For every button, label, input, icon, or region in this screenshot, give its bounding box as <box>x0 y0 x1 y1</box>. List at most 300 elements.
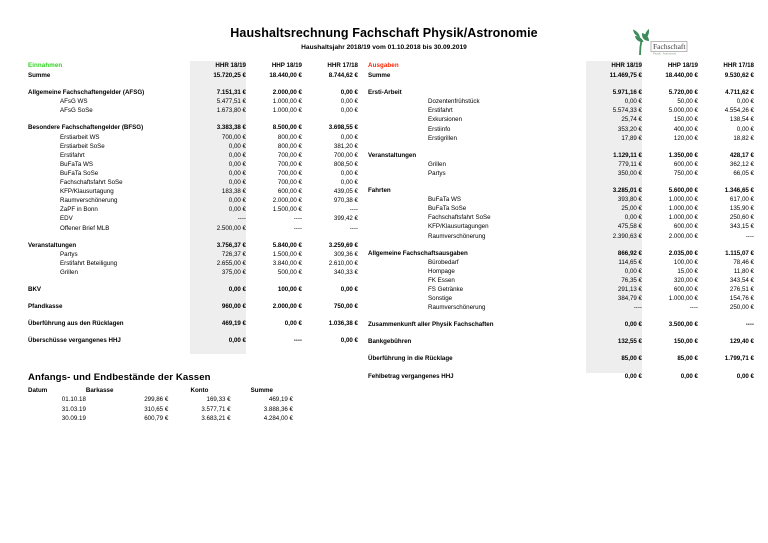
group-value-1: 2.000,00 € <box>272 89 302 97</box>
item-value-2: 362,12 € <box>729 160 754 168</box>
item-label: Grillen <box>428 160 446 168</box>
group-value-2: 1.115,07 € <box>725 249 754 257</box>
item-value-0: 375,00 € <box>221 268 246 276</box>
item-value-2: 250,60 € <box>729 214 754 222</box>
table-row <box>28 319 358 328</box>
group-value-0: 5.971,16 € <box>612 89 642 97</box>
table-row <box>368 134 754 143</box>
item-label: Erstiinfo <box>428 125 451 133</box>
item-label: Exkursionen <box>428 116 463 124</box>
group-value-1: 5.720,00 € <box>668 89 698 97</box>
group-value-0: 7.151,31 € <box>216 89 246 97</box>
sprout-leaf-icon <box>624 26 690 62</box>
item-value-2: 0,00 € <box>340 98 358 106</box>
svg-text:Physik · Astronomie: Physik · Astronomie <box>653 52 676 56</box>
group-label: Besondere Fachschaftengelder (BFSG) <box>28 124 144 132</box>
table-row <box>368 169 754 178</box>
item-value-0: 76,35 € <box>621 276 642 284</box>
item-label: BuFaTa SoSe <box>60 169 99 177</box>
item-label: KFP/Klausurtagung <box>60 188 114 196</box>
item-label: Bürobedarf <box>428 258 459 266</box>
item-value-0: 0,00 € <box>228 206 246 214</box>
item-value-1: 1.000,00 € <box>272 98 302 106</box>
table-row <box>28 142 358 151</box>
table-row <box>28 241 358 250</box>
item-value-0: 700,00 € <box>221 133 246 141</box>
spacer-row <box>368 241 754 249</box>
spacer-row <box>28 328 358 336</box>
item-value-1: 600,00 € <box>673 160 698 168</box>
kassen-konto: 3.577,71 € <box>201 405 231 413</box>
group-value-1: 2.000,00 € <box>272 303 302 311</box>
spacer-row <box>368 178 754 186</box>
item-value-1: 100,00 € <box>673 258 698 266</box>
item-label: Grillen <box>60 268 78 276</box>
item-value-0: 0,00 € <box>624 98 642 106</box>
spacer-row <box>28 277 358 285</box>
table-row <box>28 414 293 423</box>
item-value-2: 309,36 € <box>333 250 358 258</box>
group-value-0: 85,00 € <box>621 355 642 363</box>
ausgaben-title-summe-value-2: 9.530,62 € <box>724 72 754 80</box>
item-value-2: 808,50 € <box>333 160 358 168</box>
table-row <box>368 222 754 231</box>
item-value-1: 120,00 € <box>673 134 698 142</box>
group-label: Fehlbetrag vergangenes HHJ <box>368 372 454 380</box>
item-value-1: 2.000,00 € <box>668 232 698 240</box>
table-row <box>368 232 754 241</box>
table-row <box>28 133 358 142</box>
group-label: Überführung aus den Rücklagen <box>28 320 124 328</box>
table-row <box>28 336 358 345</box>
item-value-2: 18,82 € <box>733 134 754 142</box>
table-row <box>368 249 754 258</box>
group-value-0: 0,00 € <box>624 321 642 329</box>
item-value-2: 439,05 € <box>333 188 358 196</box>
page-subtitle: Haushaltsjahr 2018/19 vom 01.10.2018 bis 30.09.2019 <box>301 44 467 51</box>
item-value-0: 393,80 € <box>617 196 642 204</box>
table-row <box>28 97 358 106</box>
item-value-0: 353,20 € <box>617 125 642 133</box>
table-row <box>28 214 358 223</box>
item-value-2: 0,00 € <box>736 125 754 133</box>
group-value-2: 428,17 € <box>729 151 754 159</box>
ausgaben-table <box>368 61 754 381</box>
item-value-1: 500,00 € <box>277 268 302 276</box>
item-value-2: 4.554,26 € <box>724 107 754 115</box>
group-value-2: 4.711,62 € <box>725 89 754 97</box>
item-value-2: 343,54 € <box>729 276 754 284</box>
item-value-0: 5.477,51 € <box>216 98 246 106</box>
item-label: BuFaTa WS <box>60 160 94 168</box>
table-row <box>28 123 358 132</box>
item-label: Erstiarbeit WS <box>60 133 100 141</box>
ausgaben-block <box>368 61 754 381</box>
item-value-2: 78,46 € <box>733 258 754 266</box>
kassen-column-header-2: Konto <box>190 387 209 394</box>
kassen-title: Anfangs- und Endbestände der Kassen <box>28 372 211 383</box>
item-label: FS Getränke <box>428 285 464 293</box>
group-value-0: 866,92 € <box>617 249 642 257</box>
document-header <box>0 0 768 56</box>
item-value-2: 154,76 € <box>729 295 754 303</box>
group-value-2: 1.036,38 € <box>328 320 358 328</box>
item-value-1: 400,00 € <box>673 125 698 133</box>
item-value-2: 343,15 € <box>729 223 754 231</box>
table-row <box>368 204 754 213</box>
group-value-0: 0,00 € <box>624 372 642 380</box>
group-value-1: 0,00 € <box>284 320 302 328</box>
kassen-barkasse: 310,65 € <box>144 405 169 413</box>
table-row <box>28 169 358 178</box>
group-label: Veranstaltungen <box>368 151 417 159</box>
item-value-1: 600,00 € <box>673 223 698 231</box>
item-value-2: ---- <box>349 224 358 232</box>
item-value-1: 800,00 € <box>277 142 302 150</box>
item-label: Offener Brief MLB <box>60 224 110 232</box>
item-label: ZaPF in Bonn <box>60 206 98 214</box>
kassen-datum: 01.10.18 <box>61 396 86 404</box>
item-label: EDV <box>60 215 73 223</box>
table-row <box>28 250 358 259</box>
item-label: Dozentenfrühstück <box>428 98 480 106</box>
table-row <box>368 267 754 276</box>
item-label: Raumverschönerung <box>428 232 486 240</box>
table-row <box>368 303 754 312</box>
table-row <box>368 213 754 222</box>
kassen-barkasse: 600,79 € <box>144 414 169 422</box>
item-value-2: 0,00 € <box>736 98 754 106</box>
item-value-2: 381,20 € <box>333 142 358 150</box>
table-row <box>368 320 754 329</box>
table-row <box>368 258 754 267</box>
group-value-2: 129,40 € <box>729 338 754 346</box>
group-value-2: 0,00 € <box>340 89 358 97</box>
item-label: Erstigrillen <box>428 134 457 142</box>
item-label: Raumverschönerung <box>428 304 486 312</box>
group-value-1: 100,00 € <box>277 285 302 293</box>
group-value-1: 3.500,00 € <box>668 321 698 329</box>
table-row <box>368 88 754 97</box>
item-value-0: 475,58 € <box>617 223 642 231</box>
item-value-2: 11,80 € <box>733 267 754 275</box>
item-value-0: ---- <box>633 304 642 312</box>
group-value-2: 0,00 € <box>340 285 358 293</box>
spacer-row <box>28 233 358 241</box>
kassen-column-header-3: Summe <box>250 387 273 394</box>
item-value-1: 2.000,00 € <box>272 197 302 205</box>
item-value-0: 17,89 € <box>621 134 642 142</box>
table-row <box>368 97 754 106</box>
ausgaben-title-column-header-2: HHR 17/18 <box>723 62 754 69</box>
item-value-1: 700,00 € <box>277 179 302 187</box>
item-value-1: 5.000,00 € <box>668 107 698 115</box>
item-value-2: 340,33 € <box>333 268 358 276</box>
item-value-1: ---- <box>689 304 698 312</box>
table-row <box>28 259 358 268</box>
einnahmen-title-summe-row <box>28 71 358 80</box>
kassen-barkasse: 299,86 € <box>144 396 169 404</box>
group-label: Pfandkasse <box>28 303 63 311</box>
einnahmen-title-summe-value-1: 18.440,00 € <box>269 72 302 80</box>
item-value-2: 66,05 € <box>733 169 754 177</box>
item-value-2: 700,00 € <box>333 151 358 159</box>
einnahmen-title-summe-value-0: 15.720,25 € <box>213 72 246 80</box>
item-value-2: 0,00 € <box>340 169 358 177</box>
item-value-0: 0,00 € <box>228 151 246 159</box>
item-value-1: 600,00 € <box>673 285 698 293</box>
balance-sheet <box>0 61 768 381</box>
item-value-2: 0,00 € <box>340 179 358 187</box>
einnahmen-block <box>28 61 358 381</box>
kassen-header-row <box>28 386 293 395</box>
kassen-summe: 469,19 € <box>268 396 293 404</box>
table-row <box>368 337 754 346</box>
item-value-0: 384,79 € <box>617 295 642 303</box>
item-value-0: 0,00 € <box>624 267 642 275</box>
table-row <box>368 276 754 285</box>
item-value-0: 25,00 € <box>621 205 642 213</box>
group-value-2: 3.698,55 € <box>328 124 358 132</box>
group-value-2: 3.259,69 € <box>328 241 358 249</box>
table-row <box>368 115 754 124</box>
item-value-1: 15,00 € <box>677 267 698 275</box>
item-label: Fachschaftsfahrt SoSe <box>428 214 491 222</box>
spacer-row <box>28 294 358 302</box>
table-row <box>28 405 293 414</box>
group-value-0: 960,00 € <box>221 303 246 311</box>
spacer-row <box>368 143 754 151</box>
item-value-0: 0,00 € <box>228 142 246 150</box>
spacer-row <box>28 115 358 123</box>
spacer-row <box>368 312 754 320</box>
item-value-1: 800,00 € <box>277 133 302 141</box>
kassen-column-header-1: Barkasse <box>85 387 114 394</box>
einnahmen-title-summe-value-2: 8.744,62 € <box>328 72 358 80</box>
ausgaben-title-column-header-0: HHR 18/19 <box>611 62 642 69</box>
table-row <box>28 151 358 160</box>
item-label: Fachschaftsfahrt SoSe <box>60 179 123 187</box>
item-value-0: 183,38 € <box>221 188 246 196</box>
item-value-2: 399,42 € <box>333 215 358 223</box>
table-row <box>28 106 358 115</box>
kassen-block <box>28 372 328 423</box>
item-label: Partys <box>428 169 446 177</box>
item-value-2: 276,51 € <box>729 285 754 293</box>
item-label: Erstifahrt <box>428 107 453 115</box>
spacer-row <box>368 346 754 354</box>
item-value-1: 1.000,00 € <box>668 205 698 213</box>
item-value-1: 1.000,00 € <box>668 214 698 222</box>
item-value-1: 600,00 € <box>277 188 302 196</box>
item-value-2: ---- <box>745 232 754 240</box>
table-row <box>368 372 754 381</box>
item-value-2: 0,00 € <box>340 107 358 115</box>
table-row <box>368 125 754 134</box>
group-label: Zusammenkunft aller Physik Fachschaften <box>368 321 494 329</box>
group-value-2: 1.346,65 € <box>724 187 754 195</box>
item-value-0: 291,13 € <box>617 285 642 293</box>
item-value-0: 1.673,80 € <box>216 107 246 115</box>
logo-text: Fachschaft <box>653 42 686 52</box>
item-value-2: 970,38 € <box>333 197 358 205</box>
item-value-1: 700,00 € <box>277 151 302 159</box>
item-label: Partys <box>60 250 78 258</box>
group-label: Veranstaltungen <box>28 241 77 249</box>
item-value-2: 138,54 € <box>729 116 754 124</box>
group-value-1: 0,00 € <box>680 372 698 380</box>
group-value-0: 132,55 € <box>617 338 642 346</box>
item-value-2: 617,00 € <box>729 196 754 204</box>
einnahmen-title: Einnahmen <box>28 62 63 69</box>
group-label: Bankgebühren <box>368 338 412 346</box>
spacer-row <box>28 80 358 88</box>
table-row <box>368 151 754 160</box>
item-value-0: 114,65 € <box>618 258 642 266</box>
item-label: KFP/Klausurtagungen <box>428 223 489 231</box>
table-row <box>28 88 358 97</box>
kassen-table <box>28 386 293 423</box>
fachschaft-logo <box>624 26 690 62</box>
group-value-1: 1.350,00 € <box>668 151 698 159</box>
item-value-0: 779,11 € <box>618 160 642 168</box>
item-value-1: 50,00 € <box>677 98 698 106</box>
table-row <box>368 195 754 204</box>
kassen-summe: 4.284,00 € <box>263 414 293 422</box>
item-value-2: 2.610,00 € <box>328 259 358 267</box>
group-value-0: 3.756,37 € <box>216 241 246 249</box>
table-row <box>28 205 358 214</box>
group-value-1: 5.840,00 € <box>272 241 302 249</box>
ausgaben-title: Ausgaben <box>368 62 399 69</box>
spacer-row <box>368 329 754 337</box>
kassen-column-header-0: Datum <box>28 387 48 394</box>
item-value-0: 25,74 € <box>621 116 642 124</box>
page-title: Haushaltsrechnung Fachschaft Physik/Astronomie <box>230 26 538 40</box>
item-value-1: 1.500,00 € <box>272 206 302 214</box>
einnahmen-title-column-header-0: HHR 18/19 <box>215 62 246 69</box>
table-row <box>368 106 754 115</box>
table-row <box>28 224 358 233</box>
group-value-1: ---- <box>293 337 302 345</box>
group-label: Ersti-Arbeit <box>368 89 402 97</box>
item-value-0: 2.655,00 € <box>216 259 246 267</box>
group-value-0: 3.285,01 € <box>612 187 642 195</box>
item-value-1: 750,00 € <box>673 169 698 177</box>
table-row <box>28 160 358 169</box>
item-value-1: ---- <box>293 215 302 223</box>
item-value-0: 0,00 € <box>624 214 642 222</box>
table-row <box>368 285 754 294</box>
item-value-2: ---- <box>349 206 358 214</box>
group-value-0: 0,00 € <box>228 285 246 293</box>
table-row <box>28 178 358 187</box>
table-row <box>368 186 754 195</box>
item-label: BuFaTa SoSe <box>428 205 467 213</box>
einnahmen-title-summe-label: Summe <box>28 72 51 80</box>
item-value-1: 1.000,00 € <box>668 295 698 303</box>
group-label: Allgemeine Fachschaftsausgaben <box>368 249 468 257</box>
group-label: Allgemeine Fachschaftengelder (AFSG) <box>28 89 145 97</box>
group-value-2: ---- <box>745 321 754 329</box>
item-label: FK Essen <box>428 276 455 284</box>
item-value-1: 3.840,00 € <box>272 259 302 267</box>
group-value-2: 0,00 € <box>340 337 358 345</box>
group-value-2: 0,00 € <box>736 372 754 380</box>
item-value-1: 150,00 € <box>673 116 698 124</box>
group-label: BKV <box>28 285 42 293</box>
ausgaben-title-summe-value-1: 18.440,00 € <box>665 72 698 80</box>
item-value-0: 0,00 € <box>228 160 246 168</box>
item-value-1: 320,00 € <box>673 276 698 284</box>
group-value-1: 150,00 € <box>673 338 698 346</box>
item-value-1: 1.000,00 € <box>668 196 698 204</box>
item-value-0: 2.500,00 € <box>216 224 246 232</box>
item-value-0: 726,37 € <box>221 250 246 258</box>
item-value-0: ---- <box>237 215 246 223</box>
group-value-2: 750,00 € <box>333 303 358 311</box>
group-label: Fahrten <box>368 187 391 195</box>
group-label: Überführung in die Rücklage <box>368 355 453 363</box>
group-value-0: 3.383,38 € <box>216 124 246 132</box>
ausgaben-title-summe-value-0: 11.469,75 € <box>609 72 642 80</box>
item-value-1: 700,00 € <box>277 160 302 168</box>
item-value-2: 135,90 € <box>729 205 754 213</box>
table-row <box>28 196 358 205</box>
table-row <box>28 285 358 294</box>
group-value-0: 469,19 € <box>221 320 246 328</box>
ausgaben-title-header-row <box>368 61 754 71</box>
spacer-row <box>368 80 754 88</box>
group-label: Überschüsse vergangenes HHJ <box>28 337 121 345</box>
item-label: Erstiarbeit SoSe <box>60 142 105 150</box>
item-value-1: 1.000,00 € <box>272 107 302 115</box>
ausgaben-title-summe-row <box>368 71 754 80</box>
kassen-summe: 3.888,36 € <box>263 405 293 413</box>
einnahmen-title-header-row <box>28 61 358 71</box>
kassen-datum: 31.03.19 <box>61 405 86 413</box>
group-value-1: 85,00 € <box>677 355 698 363</box>
table-row <box>368 354 754 363</box>
item-value-2: 250,00 € <box>729 304 754 312</box>
group-value-1: 2.035,00 € <box>668 249 698 257</box>
group-value-1: 8.500,00 € <box>272 124 302 132</box>
spacer-row <box>368 364 754 372</box>
group-value-0: 0,00 € <box>228 337 246 345</box>
item-value-0: 350,00 € <box>617 169 642 177</box>
item-value-0: 0,00 € <box>228 197 246 205</box>
group-value-0: 1.129,11 € <box>613 151 642 159</box>
table-row <box>368 294 754 303</box>
item-value-1: 700,00 € <box>277 169 302 177</box>
group-value-2: 1.799,71 € <box>724 355 754 363</box>
item-value-1: ---- <box>293 224 302 232</box>
item-label: Erstifahrt Beteiligung <box>60 259 118 267</box>
item-value-0: 0,00 € <box>228 179 246 187</box>
ausgaben-title-summe-label: Summe <box>368 72 391 80</box>
item-label: AFsG WS <box>60 98 88 106</box>
item-label: AFsG SoSe <box>60 107 93 115</box>
item-label: Raumverschönerung <box>60 197 118 205</box>
item-value-0: 2.390,63 € <box>612 232 642 240</box>
item-value-2: 0,00 € <box>340 133 358 141</box>
item-value-0: 0,00 € <box>228 169 246 177</box>
einnahmen-title-column-header-2: HHR 17/18 <box>327 62 358 69</box>
item-value-0: 5.574,33 € <box>612 107 642 115</box>
table-row <box>28 268 358 277</box>
spacer-row <box>28 311 358 319</box>
ausgaben-title-column-header-1: HHP 18/19 <box>667 62 698 69</box>
